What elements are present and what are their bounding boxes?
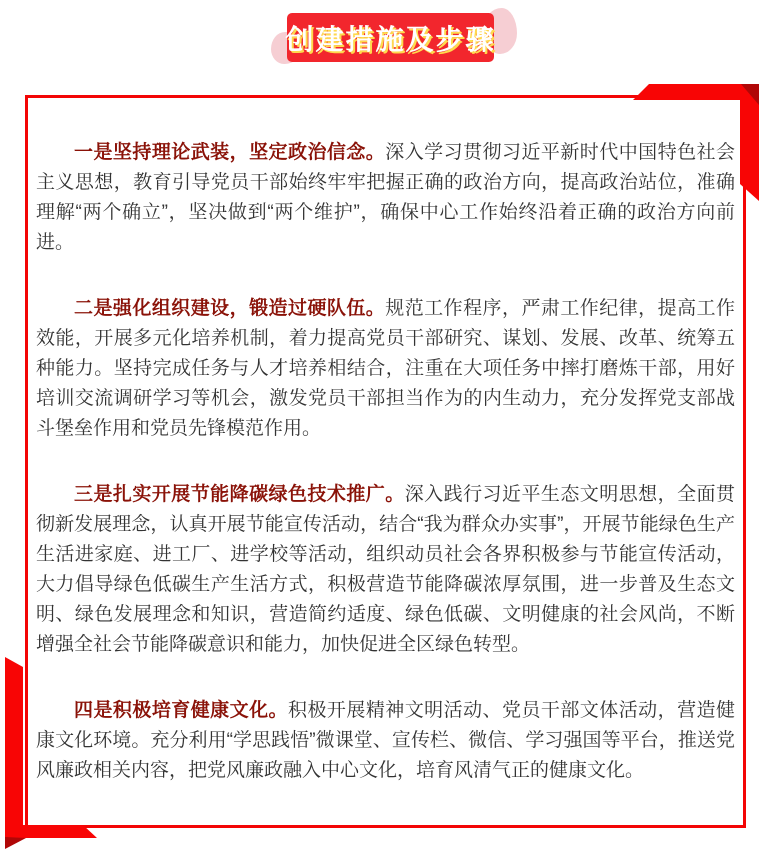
ribbon-band-top-right: [633, 84, 759, 201]
page-title: 创建措施及步骤: [285, 23, 496, 55]
paragraph-3-body: 深入践行习近平生态文明思想，全面贯彻新发展理念，认真开展节能宣传活动，结合“我为群众办实事”，开展节能绿色生产生活进家庭、进工厂、进学校等活动，组织动员社会各界积极参与节能宣传活动，大力倡导绿色低碳生产生活方式，积极营造节能降碳浓厚氛围，进一步普及生态文明、绿色发展理念和知识，营造简约适度、绿色低碳、文明健康的社会风尚，不断增强全社会节能降碳意识和能力，加快促进全区绿色转型。: [36, 484, 735, 655]
paragraph-3-lead: 三是扎实开展节能降碳绿色技术推广。: [74, 484, 405, 505]
paragraph-2: [36, 294, 735, 444]
paragraph-3: [36, 480, 735, 660]
header-badge-group: [271, 8, 517, 68]
ribbon-fold-bottom-left: [5, 837, 26, 849]
paragraph-2-lead: 二是强化组织建设，锻造过硬队伍。: [74, 298, 386, 319]
paragraph-4-lead: 四是积极培育健康文化。: [74, 700, 288, 721]
ribbon-band-bottom-left: [5, 657, 97, 838]
paragraph-2-body: 规范工作程序，严肃工作纪律，提高工作效能，开展多元化培养机制，着力提高党员干部研究、谋划、发展、改革、统筹五种能力。坚持完成任务与人才培养相结合，注重在大项任务中摔打磨炼干部，用好培训交流调研学习等机会，激发党员干部担当作为的内生动力，充分发挥党支部战斗堡垒作用和党员先锋模范作用。: [36, 298, 735, 439]
corner-ribbon-bottom-left: [5, 650, 100, 850]
paragraph-1: [36, 138, 735, 258]
paragraph-1-lead: 一是坚持理论武装，坚定政治信念。: [74, 142, 386, 163]
paragraph-4-body: 积极开展精神文明活动、党员干部文体活动，营造健康文化环境。充分利用“学思践悟”微课堂、宣传栏、微信、学习强国等平台，推送党风廉政相关内容，把党风廉政融入中心文化，培育风清气正的健康文化。: [36, 700, 735, 781]
header-badge: [287, 13, 494, 62]
corner-ribbon-top-right: [633, 84, 759, 206]
paragraph-1-body: 深入学习贯彻习近平新时代中国特色社会主义思想，教育引导党员干部始终牢牢把握正确的政治方向，提高政治站位，准确理解“两个确立”，坚决做到“两个维护”，确保中心工作始终沿着正确的政治方向前进。: [36, 142, 735, 253]
paragraph-4: [36, 696, 735, 786]
